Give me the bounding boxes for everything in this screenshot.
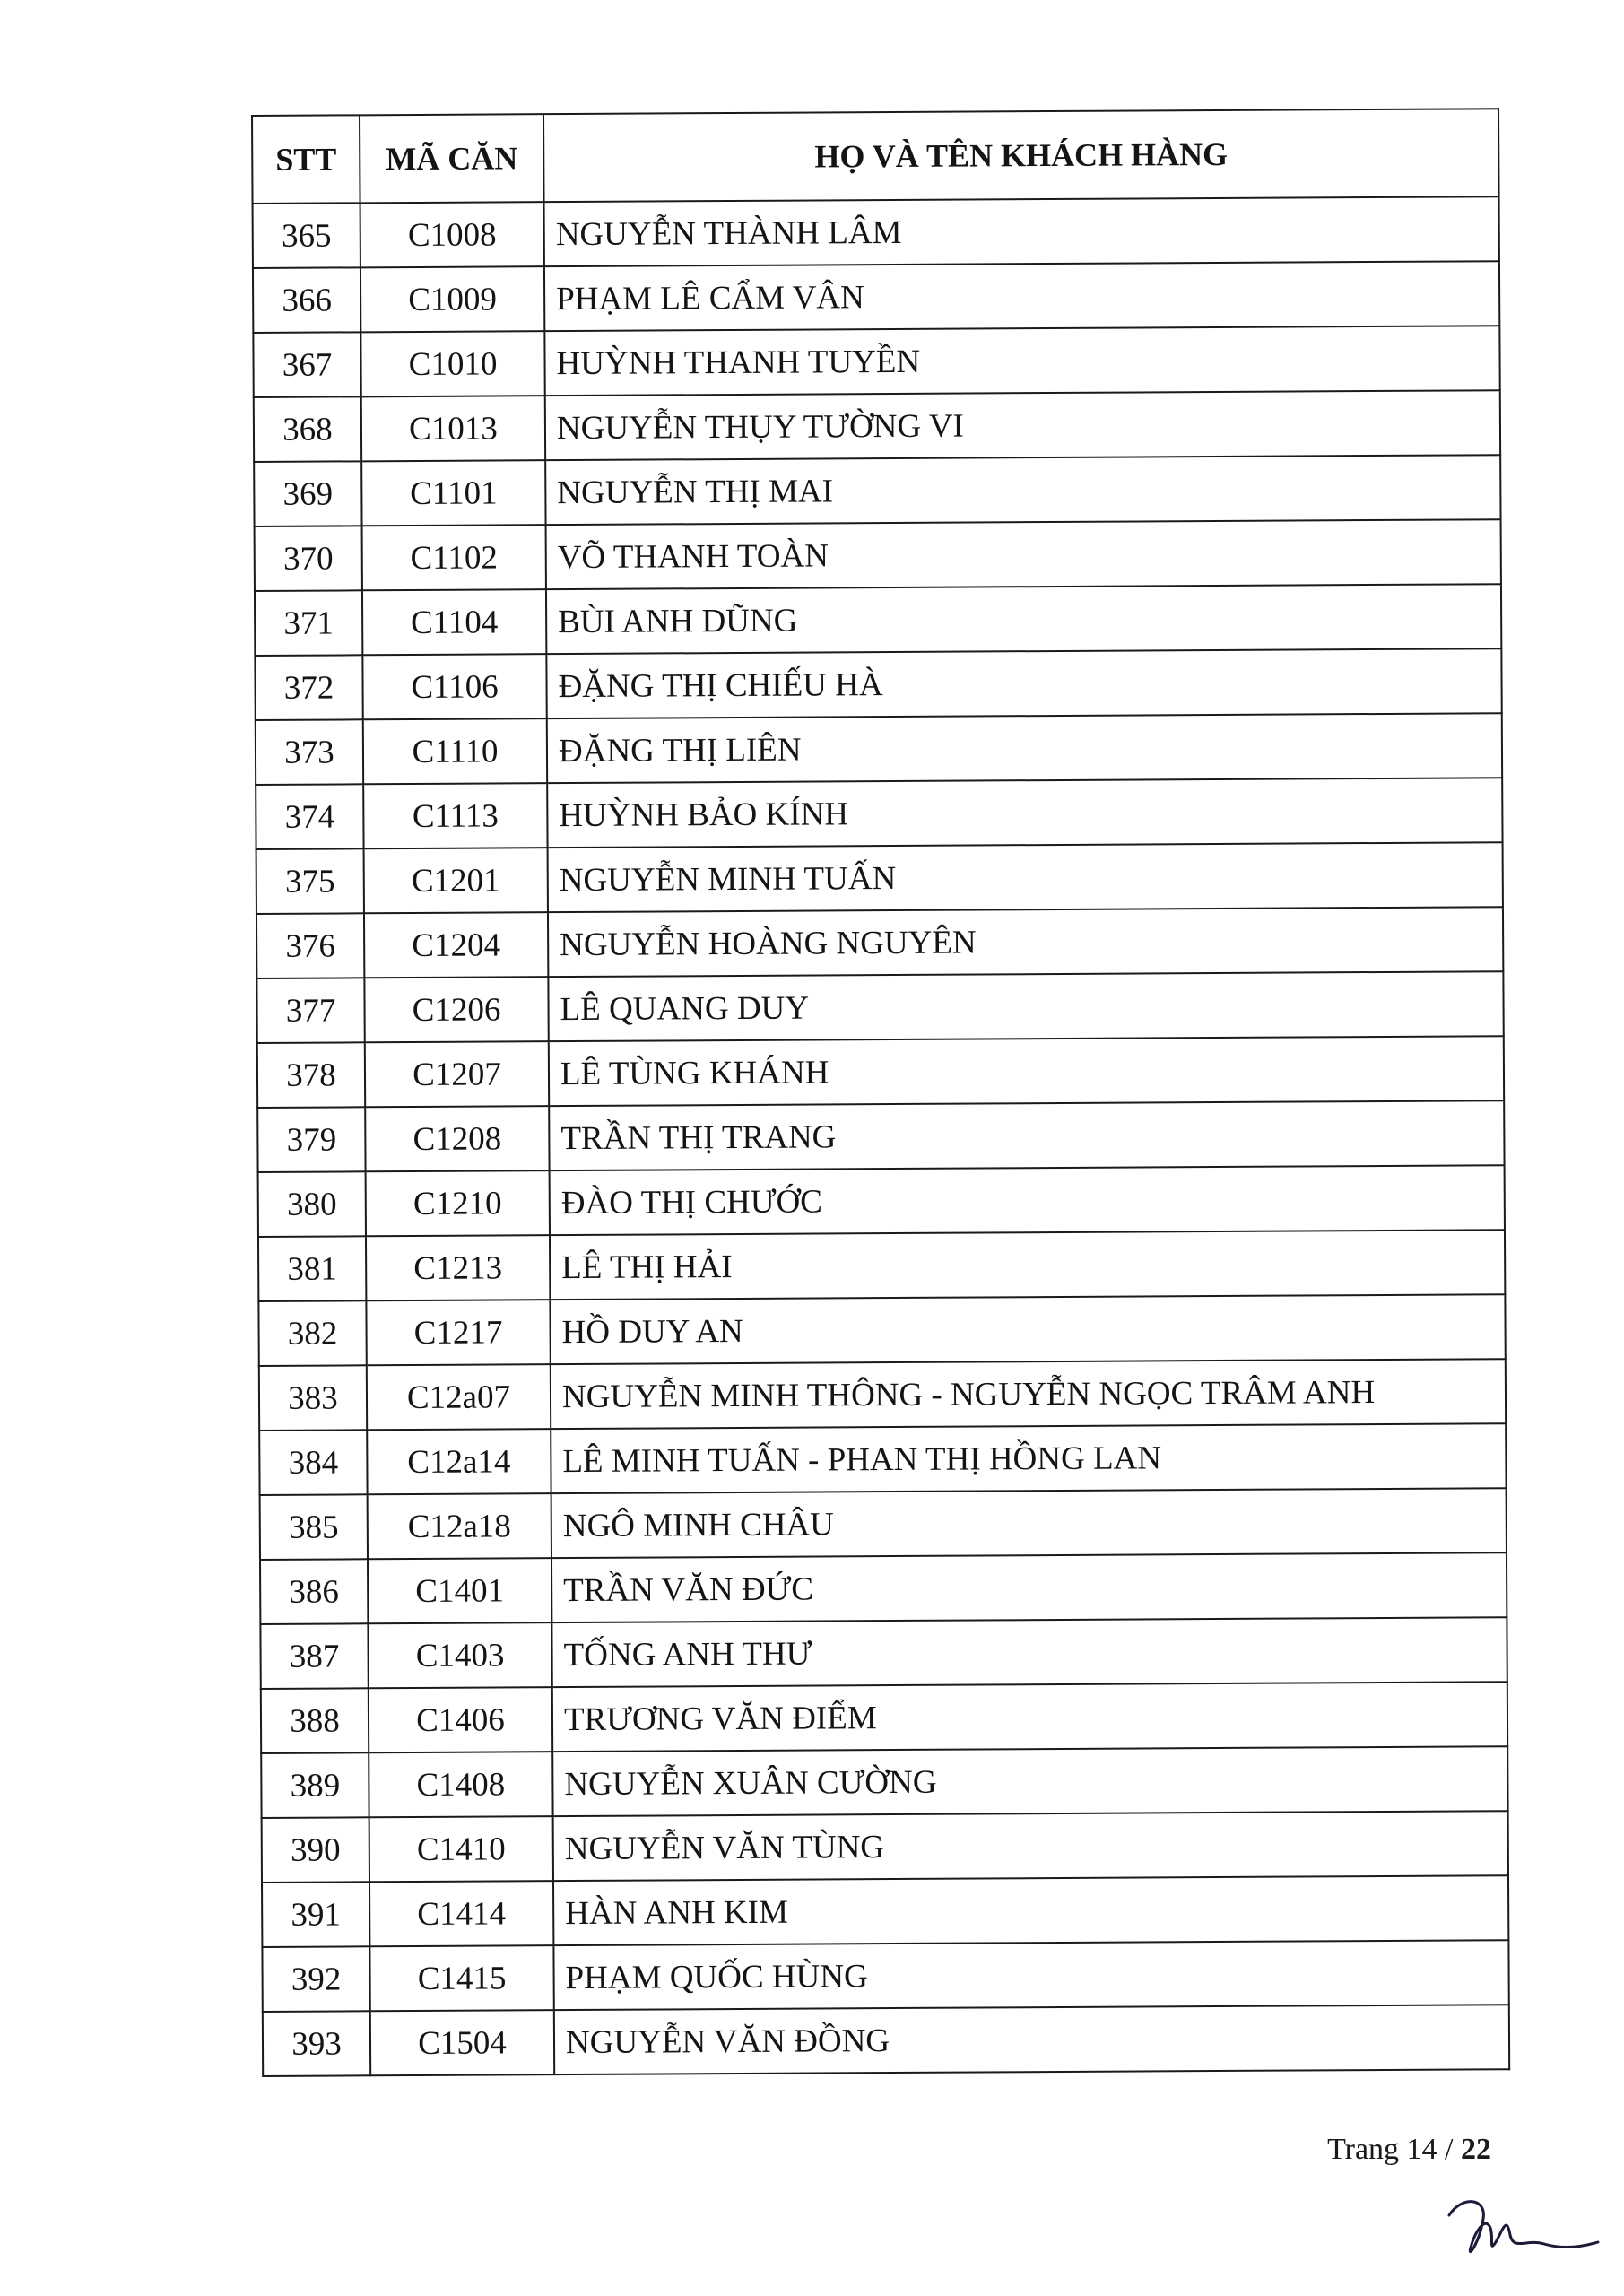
row-stt: 367	[253, 332, 360, 397]
row-code: C1504	[370, 2010, 554, 2075]
row-code: C1415	[369, 1945, 553, 2011]
row-stt: 392	[262, 1946, 369, 2012]
table-row	[256, 842, 1503, 914]
row-name: NGUYỄN XUÂN CƯỜNG	[552, 1746, 1507, 1816]
row-code: C12a07	[367, 1364, 551, 1430]
table-header-row	[252, 109, 1499, 204]
row-stt: 384	[259, 1430, 367, 1495]
row-code: C1113	[363, 783, 547, 848]
row-code: C1207	[365, 1041, 549, 1107]
row-stt: 377	[256, 978, 364, 1043]
row-stt: 381	[258, 1236, 366, 1301]
table-row	[257, 1036, 1504, 1108]
table-row	[256, 713, 1502, 785]
row-code: C1213	[366, 1235, 550, 1300]
page-number	[1327, 2133, 1491, 2167]
row-stt: 375	[256, 848, 364, 914]
row-name: VÕ THANH TOÀN	[546, 519, 1501, 589]
row-name: PHẠM LÊ CẨM VÂN	[544, 261, 1499, 331]
row-code: C1106	[362, 654, 546, 719]
row-name: TỐNG ANH THƯ	[551, 1617, 1507, 1687]
row-name: NGÔ MINH CHÂU	[551, 1488, 1507, 1558]
row-code: C1013	[361, 396, 545, 461]
table-row	[255, 584, 1501, 656]
table-row	[261, 1746, 1507, 1818]
row-name: LÊ MINH TUẤN - PHAN THỊ HỒNG LAN	[551, 1423, 1506, 1493]
row-stt: 388	[261, 1688, 369, 1753]
table-row	[263, 2005, 1509, 2076]
row-name: NGUYỄN VĂN TÙNG	[553, 1811, 1508, 1881]
table-row	[262, 1811, 1508, 1883]
row-code: C1208	[365, 1106, 549, 1171]
row-name: LÊ QUANG DUY	[548, 971, 1503, 1041]
row-code: C1401	[368, 1558, 551, 1623]
header-code: MÃ CĂN	[360, 114, 544, 203]
table-row	[258, 1294, 1505, 1366]
row-stt: 390	[262, 1817, 369, 1883]
table-row	[259, 1423, 1506, 1495]
row-stt: 374	[256, 784, 363, 849]
row-name: HÀN ANH KIM	[553, 1875, 1508, 1945]
row-code: C1210	[366, 1170, 550, 1236]
row-name: NGUYỄN MINH TUẤN	[548, 842, 1503, 912]
row-stt: 376	[256, 913, 364, 978]
row-name: NGUYỄN THỤY TƯỜNG VI	[545, 390, 1500, 460]
page-number-total: 22	[1461, 2133, 1491, 2166]
row-code: C1008	[360, 202, 544, 267]
row-stt: 371	[255, 590, 362, 656]
row-code: C12a14	[367, 1429, 551, 1494]
row-stt: 387	[260, 1623, 368, 1689]
table-row	[256, 778, 1502, 849]
row-code: C1010	[360, 331, 544, 396]
row-stt: 385	[260, 1494, 368, 1560]
row-code: C1102	[362, 525, 546, 590]
row-stt: 391	[262, 1882, 369, 1947]
table-row	[257, 1100, 1504, 1172]
table-row	[258, 1230, 1505, 1301]
row-stt: 382	[258, 1300, 366, 1366]
row-name: ĐÀO THỊ CHƯỚC	[550, 1165, 1505, 1235]
table-body	[253, 196, 1510, 2076]
table-row	[253, 196, 1499, 268]
table-row	[259, 1359, 1506, 1431]
table-row	[260, 1552, 1507, 1624]
table-row	[262, 1875, 1508, 1947]
row-name: ĐẶNG THỊ LIÊN	[547, 713, 1502, 783]
handwritten-signature-icon	[1444, 2188, 1605, 2269]
row-stt: 393	[263, 2011, 370, 2076]
table-row	[261, 1682, 1507, 1753]
header-name: HỌ VÀ TÊN KHÁCH HÀNG	[543, 109, 1499, 202]
row-code: C1403	[368, 1622, 551, 1688]
row-name: LÊ THỊ HẢI	[550, 1230, 1505, 1300]
row-name: NGUYỄN VĂN ĐỒNG	[554, 2005, 1509, 2074]
row-code: C1204	[364, 912, 548, 978]
table-row	[260, 1488, 1507, 1560]
row-stt: 368	[254, 396, 361, 462]
row-code: C1206	[364, 977, 548, 1042]
row-stt: 373	[256, 719, 363, 785]
header-stt: STT	[252, 115, 360, 204]
row-code: C1410	[369, 1816, 553, 1882]
table-row	[256, 907, 1503, 978]
row-code: C12a18	[368, 1493, 551, 1559]
table-row	[260, 1617, 1507, 1689]
row-name: NGUYỄN HOÀNG NGUYÊN	[548, 907, 1503, 977]
row-stt: 386	[260, 1559, 368, 1624]
row-stt: 370	[255, 526, 362, 591]
row-stt: 369	[254, 461, 361, 526]
row-name: TRƯƠNG VĂN ĐIỂM	[552, 1682, 1507, 1752]
table-row	[253, 261, 1499, 333]
row-stt: 383	[259, 1365, 367, 1431]
row-code: C1406	[369, 1687, 552, 1752]
row-stt: 372	[255, 655, 362, 720]
row-code: C1201	[364, 848, 548, 913]
table-row	[256, 971, 1503, 1043]
table-row	[258, 1165, 1505, 1237]
row-name: PHẠM QUỐC HÙNG	[553, 1940, 1508, 2010]
table-row	[262, 1940, 1508, 2012]
row-code: C1414	[369, 1881, 553, 1946]
row-name: HUỲNH BẢO KÍNH	[547, 778, 1502, 848]
row-name: TRẦN THỊ TRANG	[549, 1100, 1504, 1170]
row-stt: 378	[257, 1042, 365, 1108]
row-name: NGUYỄN THÀNH LÂM	[544, 196, 1499, 266]
row-stt: 380	[258, 1171, 366, 1237]
table-row	[254, 390, 1500, 462]
row-code: C1101	[361, 460, 545, 526]
row-name: BÙI ANH DŨNG	[546, 584, 1501, 654]
row-name: LÊ TÙNG KHÁNH	[549, 1036, 1504, 1106]
table-row	[253, 326, 1499, 397]
table-row	[255, 519, 1501, 591]
row-stt: 365	[253, 203, 360, 268]
row-code: C1110	[363, 718, 547, 784]
row-stt: 366	[253, 267, 360, 333]
row-name: ĐẶNG THỊ CHIẾU HÀ	[546, 648, 1501, 718]
row-name: HUỲNH THANH TUYỀN	[544, 326, 1499, 396]
row-stt: 379	[257, 1107, 365, 1172]
table-row	[254, 455, 1500, 526]
row-code: C1104	[362, 589, 546, 655]
row-name: HỒ DUY AN	[550, 1294, 1505, 1364]
row-name: TRẦN VĂN ĐỨC	[551, 1552, 1507, 1622]
table-row	[255, 648, 1501, 720]
page-number-label: Trang 14 /	[1327, 2133, 1454, 2166]
row-code: C1009	[360, 266, 544, 332]
row-code: C1408	[369, 1752, 552, 1817]
row-name: NGUYỄN MINH THÔNG - NGUYỄN NGỌC TRÂM ANH	[551, 1359, 1506, 1429]
customer-table	[251, 108, 1510, 2077]
row-name: NGUYỄN THỊ MAI	[545, 455, 1500, 525]
row-stt: 389	[261, 1752, 369, 1818]
row-code: C1217	[366, 1300, 550, 1365]
